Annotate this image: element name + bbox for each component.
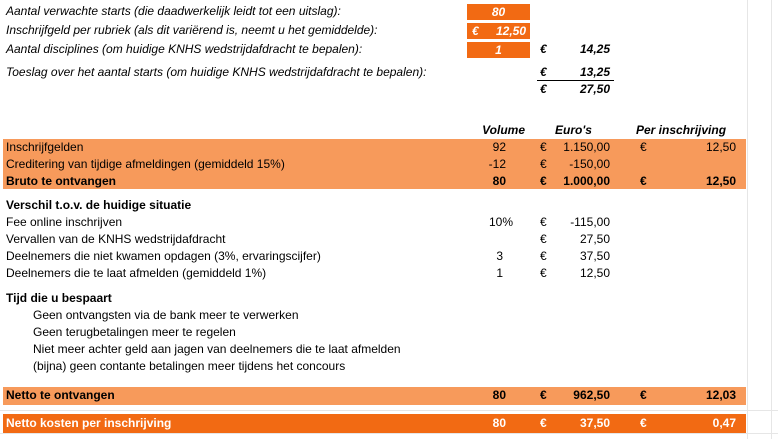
surcharge-currency: €: [540, 65, 547, 79]
fee-input[interactable]: [467, 23, 530, 39]
cost-volume: 80: [492, 416, 506, 430]
diff-noshow-currency: €: [540, 249, 547, 263]
income-row-gross: [0, 173, 778, 190]
disc-input[interactable]: 1: [467, 42, 530, 58]
diff-row-knhs: [0, 231, 778, 248]
diff-knhs-amount: 27,50: [579, 232, 610, 246]
fee-currency: €: [472, 24, 479, 38]
cost-per-currency: €: [640, 416, 647, 430]
diff-row-fee: [0, 214, 778, 231]
diff-noshow-label: Deelnemers die niet kwamen opdagen (3%, ervaringscijfer): [6, 249, 321, 263]
time-item: [0, 341, 778, 358]
cost-currency: €: [540, 416, 547, 430]
net-volume: 80: [492, 388, 506, 402]
disc-currency: €: [540, 42, 547, 56]
net-label: Netto te ontvangen: [6, 388, 115, 402]
disc-label: Aantal disciplines (om huidige KNHS wedstrijdafdracht te bepalen):: [6, 42, 363, 56]
column-headers: [0, 122, 778, 139]
time-item-text: Niet meer achter geld aan jagen van deelnemers die te laat afmelden: [33, 342, 401, 356]
income-credit-volume: -12: [488, 157, 506, 171]
fee-label: Inschrijfgeld per rubriek (als dit variërend is, neemt u het gemiddelde):: [6, 23, 378, 37]
time-title-row: [0, 290, 778, 307]
gridline-row: [0, 410, 778, 411]
income-gross-per: 12,50: [705, 174, 736, 188]
income-gross-currency: €: [540, 174, 547, 188]
cost-per: 0,47: [712, 416, 736, 430]
param-row-disciplines: [0, 41, 778, 58]
header-volume: Volume: [482, 123, 525, 137]
cost-row: [0, 415, 778, 432]
income-fees-per-currency: €: [640, 140, 647, 154]
diff-fee-currency: €: [540, 215, 547, 229]
param-row-total: [0, 81, 778, 98]
diff-late-currency: €: [540, 266, 547, 280]
net-currency: €: [540, 388, 547, 402]
time-title: Tijd die u bespaart: [6, 291, 112, 305]
time-item-text: (bijna) geen contante betalingen meer tijdens het concours: [33, 359, 346, 373]
income-row-credit: [0, 156, 778, 173]
diff-fee-volume: 10%: [488, 215, 513, 229]
time-item: [0, 358, 778, 375]
diff-noshow-volume: 3: [496, 249, 503, 263]
diff-late-amount: 12,50: [579, 266, 610, 280]
income-gross-per-currency: €: [640, 174, 647, 188]
income-fees-volume: 92: [492, 140, 506, 154]
income-fees-currency: €: [540, 140, 547, 154]
diff-fee-label: Fee online inschrijven: [6, 215, 123, 229]
diff-fee-amount: -115,00: [570, 215, 610, 229]
diff-title-row: [0, 197, 778, 214]
net-row: [0, 387, 778, 404]
net-per-currency: €: [640, 388, 647, 402]
diff-noshow-amount: 37,50: [579, 249, 610, 263]
time-item-text: Geen terugbetalingen meer te regelen: [33, 325, 236, 339]
surcharge-label: Toeslag over het aantal starts (om huidige KNHS wedstrijdafdracht te bepalen):: [6, 65, 427, 79]
starts-input[interactable]: 80: [467, 4, 530, 20]
disc-amount: 14,25: [579, 42, 610, 56]
starts-label: Aantal verwachte starts (die daadwerkelijk leidt tot een uitslag):: [6, 4, 341, 18]
income-fees-per: 12,50: [705, 140, 736, 154]
income-row-fees: [0, 139, 778, 156]
time-item: [0, 324, 778, 341]
time-item-text: Geen ontvangsten via de bank meer te verwerken: [33, 308, 299, 322]
total-currency: €: [540, 82, 547, 96]
param-row-starts: [0, 3, 778, 20]
header-euros: Euro's: [555, 123, 592, 137]
gridline-row: [0, 433, 778, 434]
param-row-surcharge: [0, 64, 778, 81]
total-amount: 27,50: [579, 82, 610, 96]
surcharge-amount: 13,25: [579, 65, 610, 79]
time-item: [0, 307, 778, 324]
income-fees-amount: 1.150,00: [563, 140, 610, 154]
diff-knhs-currency: €: [540, 232, 547, 246]
income-credit-currency: €: [540, 157, 547, 171]
diff-knhs-label: Vervallen van de KNHS wedstrijdafdracht: [6, 232, 226, 246]
diff-late-label: Deelnemers die te laat afmelden (gemiddeld 1%): [6, 266, 267, 280]
fee-value: 12,50: [495, 24, 526, 38]
income-credit-label: Creditering van tijdige afmeldingen (gemiddeld 15%): [6, 157, 285, 171]
income-gross-amount: 1.000,00: [563, 174, 610, 188]
cost-label: Netto kosten per inschrijving: [6, 416, 172, 430]
net-amount: 962,50: [573, 388, 610, 402]
diff-row-noshow: [0, 248, 778, 265]
diff-late-volume: 1: [496, 266, 503, 280]
income-gross-label: Bruto te ontvangen: [6, 174, 116, 188]
diff-title: Verschil t.o.v. de huidige situatie: [6, 198, 192, 212]
diff-row-late: [0, 265, 778, 282]
net-per: 12,03: [705, 388, 736, 402]
income-gross-volume: 80: [492, 174, 506, 188]
cost-amount: 37,50: [579, 416, 610, 430]
param-row-fee: [0, 22, 778, 39]
income-fees-label: Inschrijfgelden: [6, 140, 84, 154]
header-per-entry: Per inschrijving: [636, 123, 727, 137]
income-credit-amount: -150,00: [569, 157, 610, 171]
